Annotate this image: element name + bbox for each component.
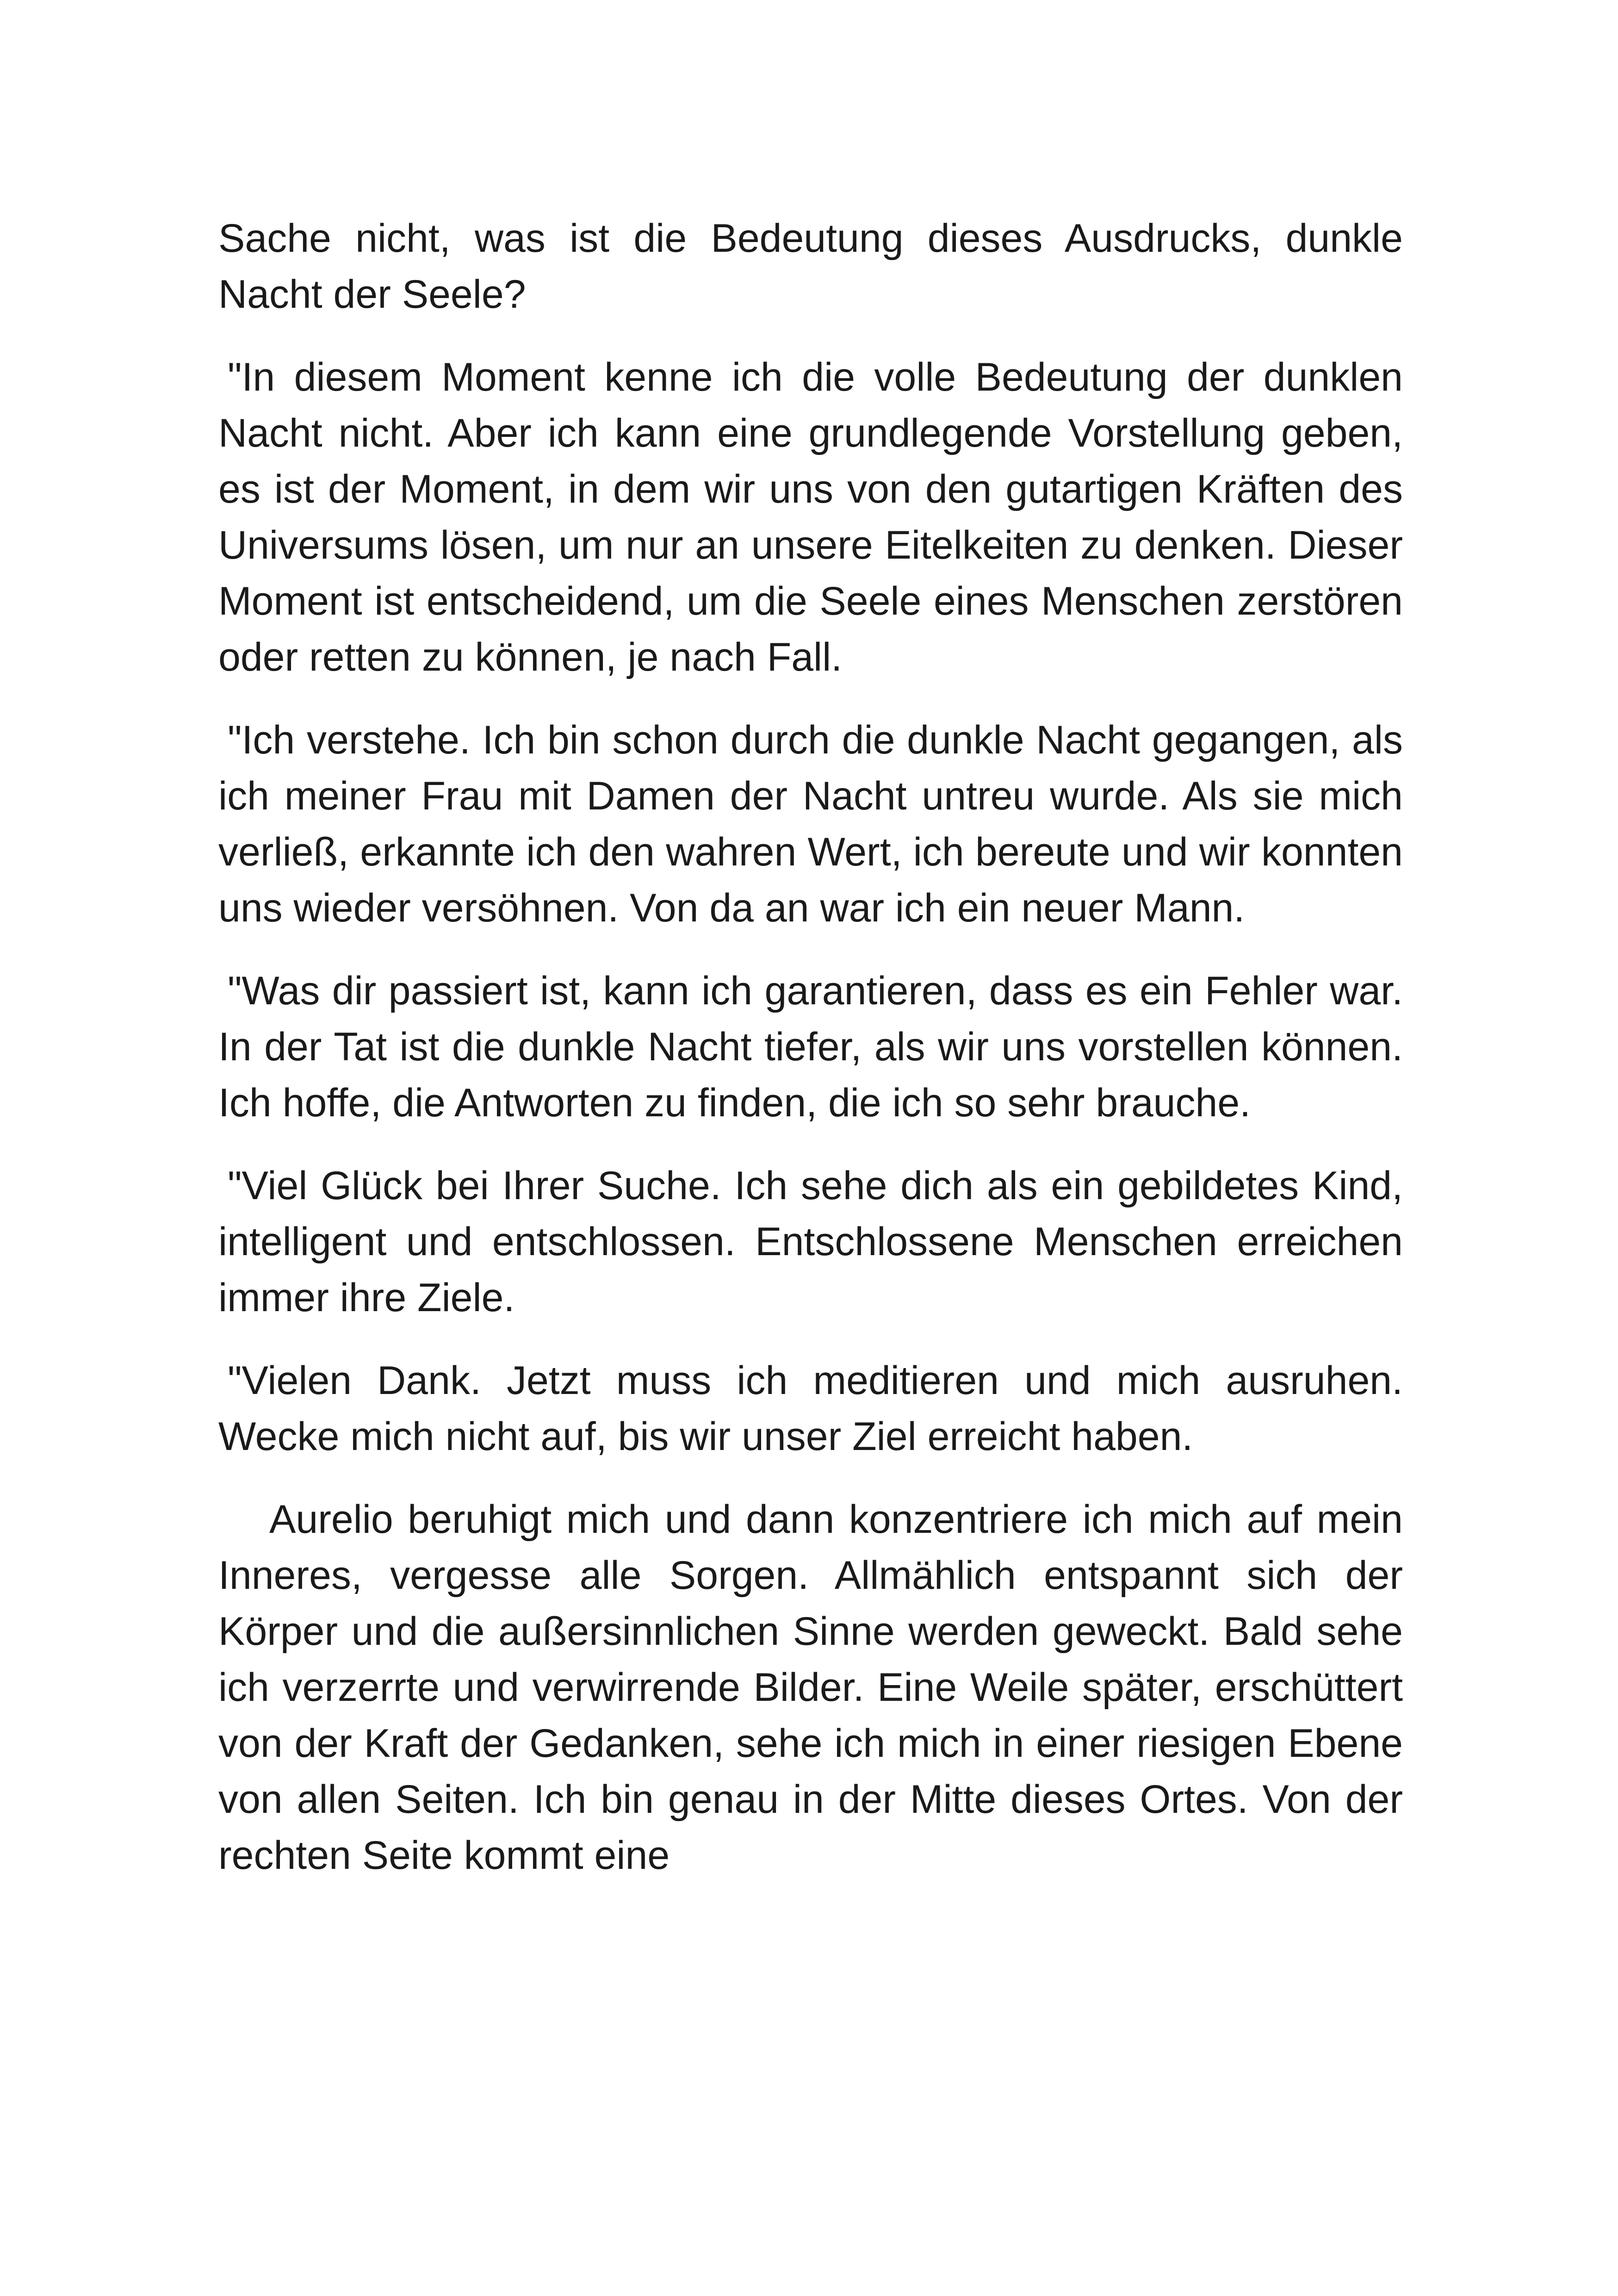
body-text (218, 211, 1403, 1910)
paragraph-narration: Aurelio beruhigt mich und dann konzentriere ich mich auf mein Inneres, vergesse alle Sorgen. Allmählich entspannt sich der Körper und die außersinnlichen Sinne werden geweckt. Bald sehe ich verzerrte und verwirrende Bilder. Eine Weile später, erschüttert von der Kraft der Gedanken, sehe ich mich in einer riesigen Ebene von allen Seiten. Ich bin genau in der Mitte dieses Ortes. Von der rechten Seite kommt eine (218, 1497, 1403, 1878)
paragraph-dialog-1: "In diesem Moment kenne ich die volle Bedeutung der dunklen Nacht nicht. Aber ich kann eine grundlegende Vorstellung geben, es ist der Moment, in dem wir uns von den gutartigen Kräften des Universums lösen, um nur an unsere Eitelkeiten zu denken. Dieser Moment ist entscheidend, um die Seele eines Menschen zerstören oder retten zu können, je nach Fall. (218, 355, 1403, 679)
paragraph-dialog-2: "Ich verstehe. Ich bin schon durch die dunkle Nacht gegangen, als ich meiner Frau mit Damen der Nacht untreu wurde. Als sie mich verließ, erkannte ich den wahren Wert, ich bereute und wir konnten uns wieder versöhnen. Von da an war ich ein neuer Mann. (218, 718, 1403, 930)
paragraph-dialog-3: "Was dir passiert ist, kann ich garantieren, dass es ein Fehler war. In der Tat ist die dunkle Nacht tiefer, als wir uns vorstellen können. Ich hoffe, die Antworten zu finden, die ich so sehr brauche. (218, 969, 1403, 1125)
paragraph-dialog-4: "Viel Glück bei Ihrer Suche. Ich sehe dich als ein gebildetes Kind, intelligent und entschlossen. Entschlossene Menschen erreichen immer ihre Ziele. (218, 1164, 1403, 1320)
paragraph-dialog-5: "Vielen Dank. Jetzt muss ich meditieren und mich ausruhen. Wecke mich nicht auf, bis wir unser Ziel erreicht haben. (218, 1358, 1403, 1459)
paragraph-continuation: Sache nicht, was ist die Bedeutung dieses Ausdrucks, dunkle Nacht der Seele? (218, 216, 1403, 317)
